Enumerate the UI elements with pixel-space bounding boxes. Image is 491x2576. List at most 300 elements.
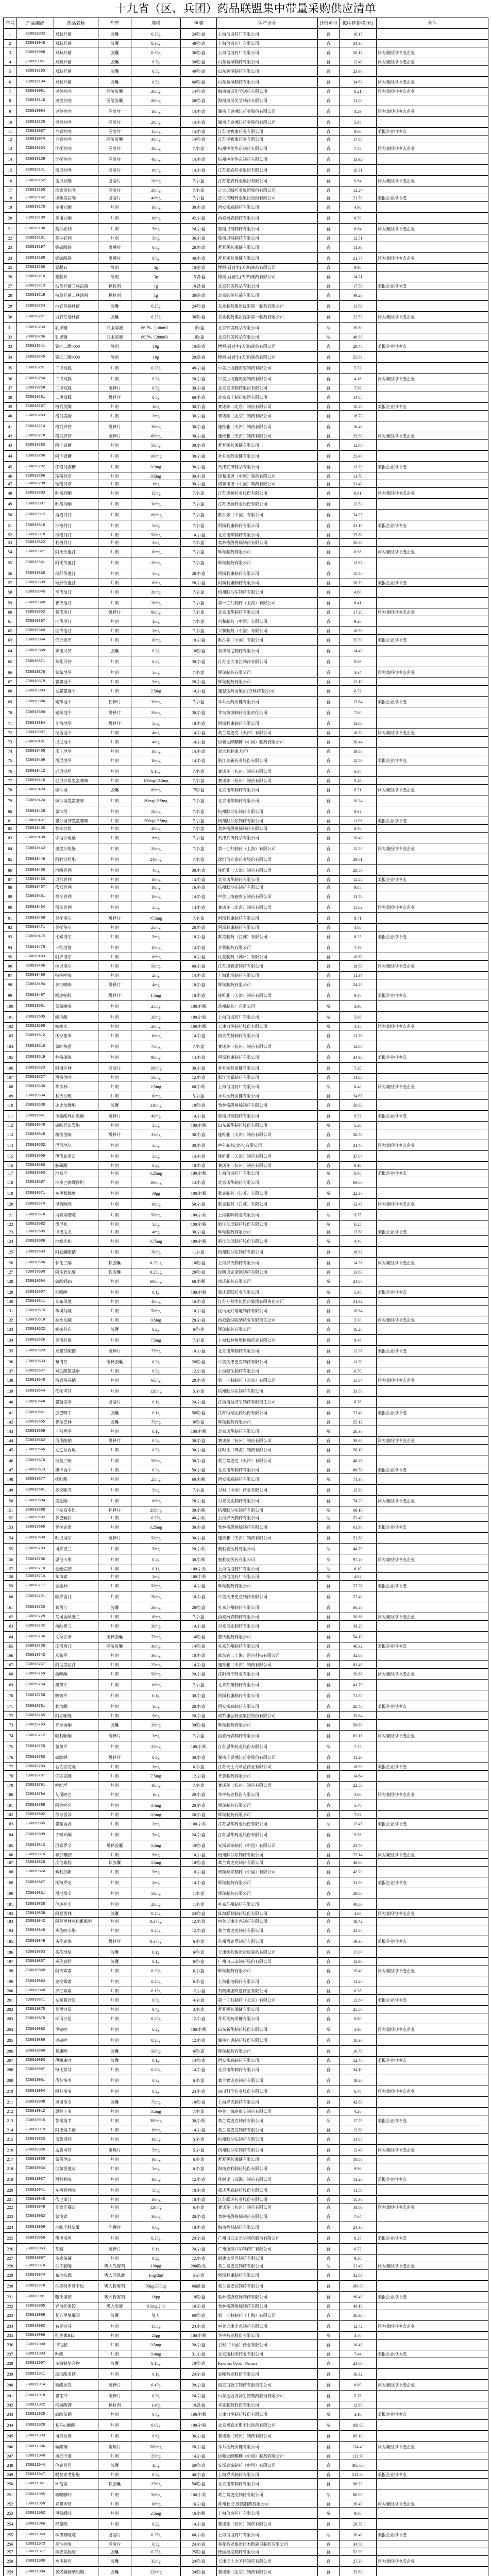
row-seq: 23 xyxy=(4,242,17,253)
specification: 0.35g xyxy=(131,47,181,58)
remark xyxy=(377,616,488,627)
remark xyxy=(377,264,488,272)
manufacturer: 优时比（珠海）制药有限公司 xyxy=(217,1445,318,1455)
drug-name: 华法林 xyxy=(54,1081,98,1092)
row-seq: 252 xyxy=(4,2500,17,2508)
package: 30片/盒 xyxy=(181,1455,217,1466)
dosage-form: 片剂 xyxy=(98,2255,131,2262)
product-code: ZG8010471 xyxy=(17,924,54,931)
price: 4.35 xyxy=(340,1023,377,1030)
package: 60粒/盒 xyxy=(181,2310,217,2321)
drug-name: 双歧杆菌 xyxy=(54,66,98,77)
price: 11.96 xyxy=(340,817,377,825)
drug-name: 多潘立酮 xyxy=(54,213,98,224)
package: 30片/盒 xyxy=(181,411,217,421)
package: 7片/盒 xyxy=(181,817,217,825)
drug-name: 沙美特罗替卡松 xyxy=(54,2281,98,2292)
remark xyxy=(377,2540,488,2548)
drug-name: 洛索洛芬钠 xyxy=(54,1375,98,1386)
product-code: ZG8010615 xyxy=(17,1306,54,1316)
dosage-form: 片剂 xyxy=(98,884,131,891)
package: 7片/盒 xyxy=(181,627,217,635)
product-code: ZG8010582 xyxy=(17,1221,54,1228)
drug-name: 地衣芽孢杆菌 xyxy=(54,301,98,312)
unit: 盒 xyxy=(318,1613,340,1621)
unit: 盒 xyxy=(318,1976,340,1987)
remark: 同为兼报拟中选企业 xyxy=(377,1081,488,1092)
unit: 盒 xyxy=(318,2548,340,2556)
package: 10片/盒 xyxy=(181,931,217,942)
price: 15.60 xyxy=(340,301,377,312)
dosage-form: 片剂 xyxy=(98,2126,131,2134)
row-seq: 180 xyxy=(4,1789,17,1800)
price: 26.30 xyxy=(340,1426,377,1437)
specification: 5mg xyxy=(131,1140,181,1151)
remark xyxy=(377,2013,488,2024)
drug-name: 地氯雷他定 xyxy=(54,2163,98,2174)
price: 7.39 xyxy=(340,942,377,953)
row-seq: 28 xyxy=(4,290,17,301)
row-seq: 116 xyxy=(4,1162,17,1170)
drug-name: 瑞舒伐他汀 xyxy=(54,579,98,587)
drug-name: 氯沙坦 xyxy=(54,806,98,817)
unit: 盒 xyxy=(318,1306,340,1316)
specification: 40mg xyxy=(131,1111,181,1122)
table-row xyxy=(4,718,488,729)
manufacturer: 杭州默沙东制药有限公司 xyxy=(217,806,318,817)
row-seq: 146 xyxy=(4,1455,17,1466)
dosage-form: 口服溶液 xyxy=(98,333,131,341)
package: 14片/盒 xyxy=(181,686,217,697)
dosage-form: 片剂 xyxy=(98,729,131,737)
remark xyxy=(377,333,488,341)
package: 7片/盒 xyxy=(181,1335,217,1346)
remark xyxy=(377,1690,488,1701)
unit: 盒 xyxy=(318,990,340,1001)
remark xyxy=(377,2310,488,2321)
remark xyxy=(377,1455,488,1466)
product-code: ZG8010450 xyxy=(17,865,54,876)
unit: 盒 xyxy=(318,2452,340,2460)
unit: 盒 xyxy=(318,374,340,384)
product-code: ZG8010890 xyxy=(17,2046,54,2057)
package: 20片/盒 xyxy=(181,1669,217,1680)
manufacturer: 勃林格殷格翰制药有限公司 xyxy=(217,2211,318,2222)
unit: 盒 xyxy=(318,817,340,825)
manufacturer: 江西南昌济生制药有限责任公司 xyxy=(217,1397,318,1408)
product-code: ZG8010919 xyxy=(17,2126,54,2134)
package: 14片/盒 xyxy=(181,876,217,884)
dosage-form: 缓释胶囊 xyxy=(98,1840,131,1851)
remark xyxy=(377,2302,488,2310)
specification: 40mg xyxy=(131,194,181,202)
row-seq: 92 xyxy=(4,924,17,931)
price: 48.90 xyxy=(340,333,377,341)
unit: 盒 xyxy=(318,656,340,667)
unit: 盒 xyxy=(318,421,340,432)
manufacturer: 默克制药（江苏）有限公司 xyxy=(217,1199,318,1210)
package: 100片/瓶 xyxy=(181,2024,217,2035)
price: 12.60 xyxy=(340,718,377,729)
table-row xyxy=(4,2196,488,2204)
table-row xyxy=(4,587,488,598)
remark xyxy=(377,1210,488,1221)
product-code: ZG8010930 xyxy=(17,2156,54,2163)
remark: 同为兼报拟中选企业 xyxy=(377,2024,488,2035)
remark xyxy=(377,806,488,817)
drug-name: 别嘌醇 xyxy=(54,1287,98,1298)
price: 8.60 xyxy=(340,2380,377,2391)
unit: 盒 xyxy=(318,234,340,242)
unit: 盒 xyxy=(318,667,340,678)
product-code: ZG8010516 xyxy=(17,1041,54,1052)
specification: 60mg xyxy=(131,432,181,440)
row-seq: 105 xyxy=(4,1052,17,1063)
drug-name: 头孢地尼 xyxy=(54,1947,98,1958)
specification: 10mg xyxy=(131,2126,181,2134)
price: 27.36 xyxy=(340,2556,377,2567)
row-seq: 77 xyxy=(4,777,17,785)
table-row xyxy=(4,1642,488,1650)
table-row xyxy=(4,1661,488,1669)
package: 7片/盒 xyxy=(181,510,217,520)
remark xyxy=(377,1888,488,1899)
price: 11.50 xyxy=(340,2185,377,2196)
drug-name: 氯化钾 xyxy=(54,2391,98,2401)
package: 60粒/盒 xyxy=(181,77,217,88)
remark xyxy=(377,1958,488,1965)
row-seq: 10 xyxy=(4,117,17,128)
specification: 60mg xyxy=(131,1375,181,1386)
manufacturer: 杭州默沙东制药有限公司 xyxy=(217,1851,318,1859)
price: 13.20 xyxy=(340,2174,377,2185)
product-code: ZG8010684 xyxy=(17,1496,54,1506)
price: 12.10 xyxy=(340,678,377,686)
table-row xyxy=(4,953,488,961)
unit: 盒 xyxy=(318,95,340,106)
package: 10袋/盒 xyxy=(181,282,217,290)
dosage-form: 片剂 xyxy=(98,363,131,374)
drug-name: 司维拉姆 xyxy=(54,2431,98,2442)
package: 12片/盒 xyxy=(181,2013,217,2024)
drug-name: 齐拉西酮 xyxy=(54,1720,98,1731)
row-seq: 83 xyxy=(4,833,17,843)
drug-name: 奥美拉唑 xyxy=(54,117,98,128)
specification: 50μg/250μg xyxy=(131,2281,181,2292)
table-row xyxy=(4,2185,488,2196)
manufacturer: 上海信谊药厂有限公司 xyxy=(217,47,318,58)
product-code: ZG8010589 xyxy=(17,1236,54,1247)
remark: 同为兼报拟中选企业 xyxy=(377,224,488,234)
table-row xyxy=(4,1602,488,1613)
package: 10片/盒 xyxy=(181,635,217,646)
product-code: ZG8010959 xyxy=(17,2233,54,2244)
price: 56.10 xyxy=(340,1445,377,1455)
dosage-form: 片剂 xyxy=(98,488,131,499)
package: 12片/盒 xyxy=(181,2255,217,2262)
package: 5片/盒 xyxy=(181,2134,217,2145)
specification: 30mg xyxy=(131,499,181,510)
dosage-form: 片剂 xyxy=(98,817,131,825)
price: 34.56 xyxy=(340,2540,377,2548)
unit: 瓶 xyxy=(318,1573,340,1581)
product-code: ZG8010267 xyxy=(17,403,54,411)
package: 30片/盒 xyxy=(181,451,217,462)
package: 16片/盒 xyxy=(181,884,217,891)
remark xyxy=(377,1918,488,1925)
manufacturer: 北京京丰制药集团有限公司 xyxy=(217,384,318,392)
specification: 2.5mg xyxy=(131,1081,181,1092)
row-seq: 50 xyxy=(4,510,17,520)
price: 25.50 xyxy=(340,2006,377,2013)
specification: 50μg xyxy=(131,1188,181,1199)
specification: 10mg xyxy=(131,1030,181,1041)
remark xyxy=(377,95,488,106)
product-code: ZG8010368 xyxy=(17,646,54,656)
table-row xyxy=(4,106,488,117)
row-seq: 217 xyxy=(4,2156,17,2163)
product-code: ZG8010213 xyxy=(17,282,54,290)
price: 16.90 xyxy=(340,627,377,635)
manufacturer: 赛诺菲（杭州）制药有限公司 xyxy=(217,2431,318,2442)
manufacturer: 安斯泰来制药（中国）有限公司 xyxy=(217,1867,318,1877)
manufacturer: 鲁南贝特制药有限公司 xyxy=(217,234,318,242)
product-code: ZG8010618 xyxy=(17,1316,54,1324)
specification: 25mg xyxy=(131,1474,181,1485)
table-row xyxy=(4,1268,488,1276)
product-code: ZG8010254 xyxy=(17,374,54,384)
row-seq: 181 xyxy=(4,1800,17,1811)
drug-name: 柳氮磺吡啶 xyxy=(54,2530,98,2540)
specification: 0.375g xyxy=(131,1936,181,1947)
drug-name: 阿德福韦酯 xyxy=(54,2126,98,2134)
specification: 0.1g xyxy=(131,1565,181,1573)
drug-name: 枸橼酸钾 xyxy=(54,2401,98,2409)
row-seq: 245 xyxy=(4,2431,17,2442)
remark: 同为兼报拟中选企业 xyxy=(377,2086,488,2097)
price: 13.60 xyxy=(340,1268,377,1276)
manufacturer: 上海信谊药厂有限公司 xyxy=(217,1170,318,1177)
specification: 0.1g xyxy=(131,1426,181,1437)
remark xyxy=(377,2222,488,2233)
specification: 0.5g xyxy=(131,77,181,88)
price: 34.90 xyxy=(340,1052,377,1063)
remark xyxy=(377,1712,488,1720)
table-row xyxy=(4,1140,488,1151)
price: 6.72 xyxy=(340,2244,377,2255)
product-code: ZG8010644 xyxy=(17,1386,54,1397)
row-seq: 91 xyxy=(4,913,17,924)
row-seq: 163 xyxy=(4,1621,17,1632)
package: 6片/盒 xyxy=(181,2156,217,2163)
price: 97.20 xyxy=(340,1554,377,1565)
manufacturer: 中美上海施贵宝制药有限公司 xyxy=(217,891,318,902)
price: 6.88 xyxy=(340,766,377,777)
row-seq: 38 xyxy=(4,392,17,403)
table-row xyxy=(4,1995,488,2006)
row-seq: 63 xyxy=(4,635,17,646)
unit: 盒 xyxy=(318,403,340,411)
row-seq: 112 xyxy=(4,1122,17,1129)
unit: 盒 xyxy=(318,2540,340,2548)
remark xyxy=(377,2134,488,2145)
package: 10片/盒 xyxy=(181,979,217,990)
remark xyxy=(377,795,488,806)
remark xyxy=(377,1397,488,1408)
unit: 盒 xyxy=(318,2086,340,2097)
dosage-form: 片剂 xyxy=(98,1888,131,1899)
manufacturer: 江苏正大清江制药有限公司 xyxy=(217,656,318,667)
drug-name: 辛伐他汀 xyxy=(54,587,98,598)
specification: 0.3g xyxy=(131,1466,181,1474)
row-seq: 172 xyxy=(4,1712,17,1720)
manufacturer: 苏州长征-欣凯制药有限公司 xyxy=(217,2500,318,2508)
specification: 0.1g xyxy=(131,1690,181,1701)
specification: 20mg xyxy=(131,117,181,128)
product-code: ZG8010457 xyxy=(17,884,54,891)
dosage-form: 片剂 xyxy=(98,480,131,488)
product-code: ZG8010926 xyxy=(17,2145,54,2156)
product-code: ZG8011022 xyxy=(17,2401,54,2409)
row-seq: 122 xyxy=(4,1221,17,1228)
remark: 同为兼报拟中选企业 xyxy=(377,432,488,440)
specification: 30mg xyxy=(131,1642,181,1650)
unit: 盒 xyxy=(318,2567,340,2576)
specification: 0.2g xyxy=(131,1162,181,1170)
price: 9.96 xyxy=(340,2163,377,2174)
table-row xyxy=(4,2075,488,2086)
specification: 5mg xyxy=(131,1712,181,1720)
dosage-form: 片剂 xyxy=(98,1661,131,1669)
product-code: ZG8010188 xyxy=(17,224,54,234)
price: 15.62 xyxy=(340,902,377,913)
product-code: ZG8010662 xyxy=(17,1437,54,1445)
row-seq: 73 xyxy=(4,737,17,748)
remark xyxy=(377,891,488,902)
unit: 盒 xyxy=(318,2211,340,2222)
product-code: ZG8010442 xyxy=(17,843,54,854)
product-code: ZG8010769 xyxy=(17,1720,54,1731)
product-code: ZG8010725 xyxy=(17,1602,54,1613)
row-seq: 25 xyxy=(4,264,17,272)
row-seq: 101 xyxy=(4,1012,17,1023)
col-header: 产品编码 xyxy=(17,18,54,29)
drug-name: 多糖铁复合物 xyxy=(54,2358,98,2369)
drug-name: 硝苯地平 xyxy=(54,707,98,718)
unit: 盒 xyxy=(318,77,340,88)
drug-name: 坦索罗辛 xyxy=(54,1840,98,1851)
specification: 0.25g xyxy=(131,301,181,312)
package: 14片/盒 xyxy=(181,1661,217,1669)
row-seq: 64 xyxy=(4,646,17,656)
drug-name: 瑞格列奈 xyxy=(54,472,98,480)
dosage-form: 片剂 xyxy=(98,2156,131,2163)
drug-name: 奥美沙坦酯 xyxy=(54,843,98,854)
table-row xyxy=(4,972,488,979)
product-code: ZG8010640 xyxy=(17,1375,54,1386)
remark xyxy=(377,2046,488,2057)
manufacturer: 施维雅（天津）制药有限公司 xyxy=(217,421,318,432)
unit: 瓶 xyxy=(318,2262,340,2270)
remark xyxy=(377,272,488,282)
manufacturer: 阿斯利康制药有限公司 xyxy=(217,520,318,531)
table-row xyxy=(4,117,488,128)
manufacturer: 辉瑞制药有限公司 xyxy=(217,678,318,686)
package: 5片/盒 xyxy=(181,1386,217,1397)
remark xyxy=(377,1680,488,1690)
row-seq: 215 xyxy=(4,2134,17,2145)
package: 3片/盒 xyxy=(181,2006,217,2013)
specification: 20mg xyxy=(131,1023,181,1030)
drug-name: 氯氮平 xyxy=(54,1741,98,1752)
product-code: ZG8010318 xyxy=(17,531,54,539)
product-code: ZG8010110 xyxy=(17,95,54,106)
drug-name: 甲硝唑 xyxy=(54,2024,98,2035)
price: 4.40 xyxy=(340,1236,377,1247)
dosage-form: 片剂 xyxy=(98,2185,131,2196)
product-code: ZG8010802 xyxy=(17,1811,54,1819)
specification: 0.4mg xyxy=(131,2350,181,2358)
specification: 30mg xyxy=(131,1650,181,1661)
table-row xyxy=(4,176,488,187)
row-seq: 81 xyxy=(4,817,17,825)
product-code: ZG8010996 xyxy=(17,2332,54,2340)
package: 7片/盒 xyxy=(181,608,217,616)
unit: 盒 xyxy=(318,2134,340,2145)
row-seq: 250 xyxy=(4,2479,17,2489)
dosage-form: 片剂 xyxy=(98,1474,131,1485)
drug-name: 瑞格列奈 xyxy=(54,480,98,488)
remark xyxy=(377,854,488,865)
dosage-form: 片剂 xyxy=(98,1221,131,1228)
remark xyxy=(377,587,488,598)
price: 69.00 xyxy=(340,1177,377,1188)
specification: 10mg xyxy=(131,876,181,884)
price: 189.00 xyxy=(340,2281,377,2292)
price: 55.60 xyxy=(340,352,377,363)
row-seq: 49 xyxy=(4,499,17,510)
unit: 盒 xyxy=(318,1052,340,1063)
specification: 20mg xyxy=(131,1012,181,1023)
unit: 盒 xyxy=(318,363,340,374)
manufacturer: 辉瑞制药有限公司 xyxy=(217,1720,318,1731)
unit: 盒 xyxy=(318,1650,340,1661)
product-code: ZG8010104 xyxy=(17,77,54,88)
remark: 同为兼报拟中选企业 xyxy=(377,374,488,384)
price: 12.72 xyxy=(340,2321,377,2332)
remark xyxy=(377,2006,488,2013)
package: 24片/盒 xyxy=(181,2369,217,2380)
manufacturer: 天津武田药品有限公司 xyxy=(217,462,318,472)
remark xyxy=(377,1506,488,1514)
manufacturer: 石药集团欧意药业有限公司 xyxy=(217,1987,318,1995)
manufacturer: 天津天士力圣特制药有限公司 xyxy=(217,2556,318,2567)
package: 40片/盒 xyxy=(181,253,217,264)
manufacturer: 湖南九典制药股份有限公司 xyxy=(217,2035,318,2046)
dosage-form: 片剂 xyxy=(98,1591,131,1602)
remark xyxy=(377,135,488,143)
specification: 228mg xyxy=(131,2567,181,2576)
row-seq: 121 xyxy=(4,1210,17,1221)
package: 24粒/盒 xyxy=(181,29,217,40)
manufacturer: 卫材（中国）药业有限公司 xyxy=(217,2340,318,2350)
drug-name: 贝尼地平 xyxy=(54,737,98,748)
unit: 盒 xyxy=(318,777,340,785)
package: 6片/盒 xyxy=(181,2075,217,2086)
remark xyxy=(377,865,488,876)
unit: 盒 xyxy=(318,1298,340,1306)
specification: 0.5g xyxy=(131,2409,181,2420)
